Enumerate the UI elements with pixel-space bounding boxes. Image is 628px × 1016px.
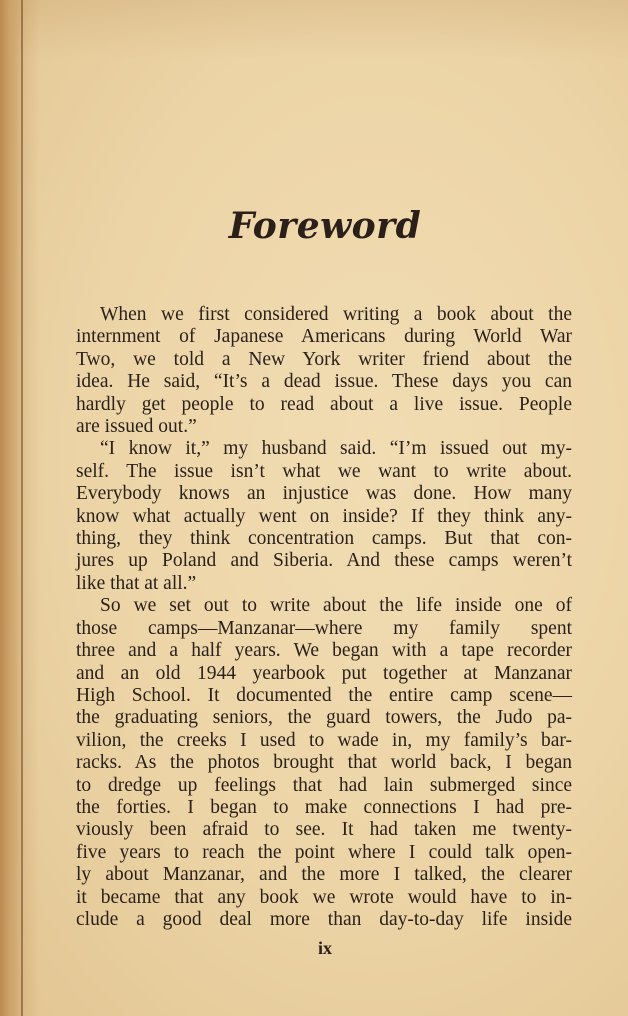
text-line: and an old 1944 yearbook put together at Manzanar [76,662,572,684]
text-line: know what actually went on inside? If they think any- [76,505,572,527]
text-line: are issued out.” [76,416,197,438]
text-line: viously been afraid to see. It had taken me twenty- [76,819,572,841]
text-line: the forties. I began to make connections I had pre- [76,796,572,818]
text-line: five years to reach the point where I could talk open- [76,841,572,863]
text-line: “I know it,” my husband said. “I’m issued out my- [100,438,572,460]
text-line: clude a good deal more than day-to-day life inside [76,908,572,930]
page-title: Foreword [228,205,422,247]
text-line: thing, they think concentration camps. But that con- [76,528,572,550]
text-line: When we first considered writing a book about the [100,304,572,325]
text-line: Everybody knows an injustice was done. How many [76,483,572,505]
text-line: So we set out to write about the life inside one of [100,595,572,617]
book-spine-shadow [0,0,22,1016]
text-line: self. The issue isn’t what we want to write about. [76,460,572,482]
text-line: the graduating seniors, the guard towers, the Judo pa- [76,707,572,729]
text-line: it became that any book we wrote would have to in- [76,886,572,908]
text-line: internment of Japanese Americans during World War [76,326,572,348]
page-gutter-line [21,0,23,1016]
foreword-body [76,304,572,931]
text-line: hardly get people to read about a live issue. People [76,393,572,415]
text-line: idea. He said, “It’s a dead issue. These days you can [76,371,572,393]
text-line: High School. It documented the entire camp scene— [76,684,572,706]
text-line: those camps—Manzanar—where my family spent [76,617,572,639]
text-line: ly about Manzanar, and the more I talked, the clearer [76,864,572,886]
text-line: to dredge up feelings that had lain submerged since [76,774,572,796]
text-line: jures up Poland and Siberia. And these camps weren’t [76,550,572,572]
text-line: three and a half years. We began with a tape recorder [76,640,572,662]
text-line: like that at all.” [76,572,197,594]
text-line: vilion, the creeks I used to wade in, my family’s bar- [76,729,572,751]
text-line: racks. As the photos brought that world back, I began [76,752,572,774]
text-line: Two, we told a New York writer friend about the [76,348,572,370]
page-number: ix [317,938,332,958]
